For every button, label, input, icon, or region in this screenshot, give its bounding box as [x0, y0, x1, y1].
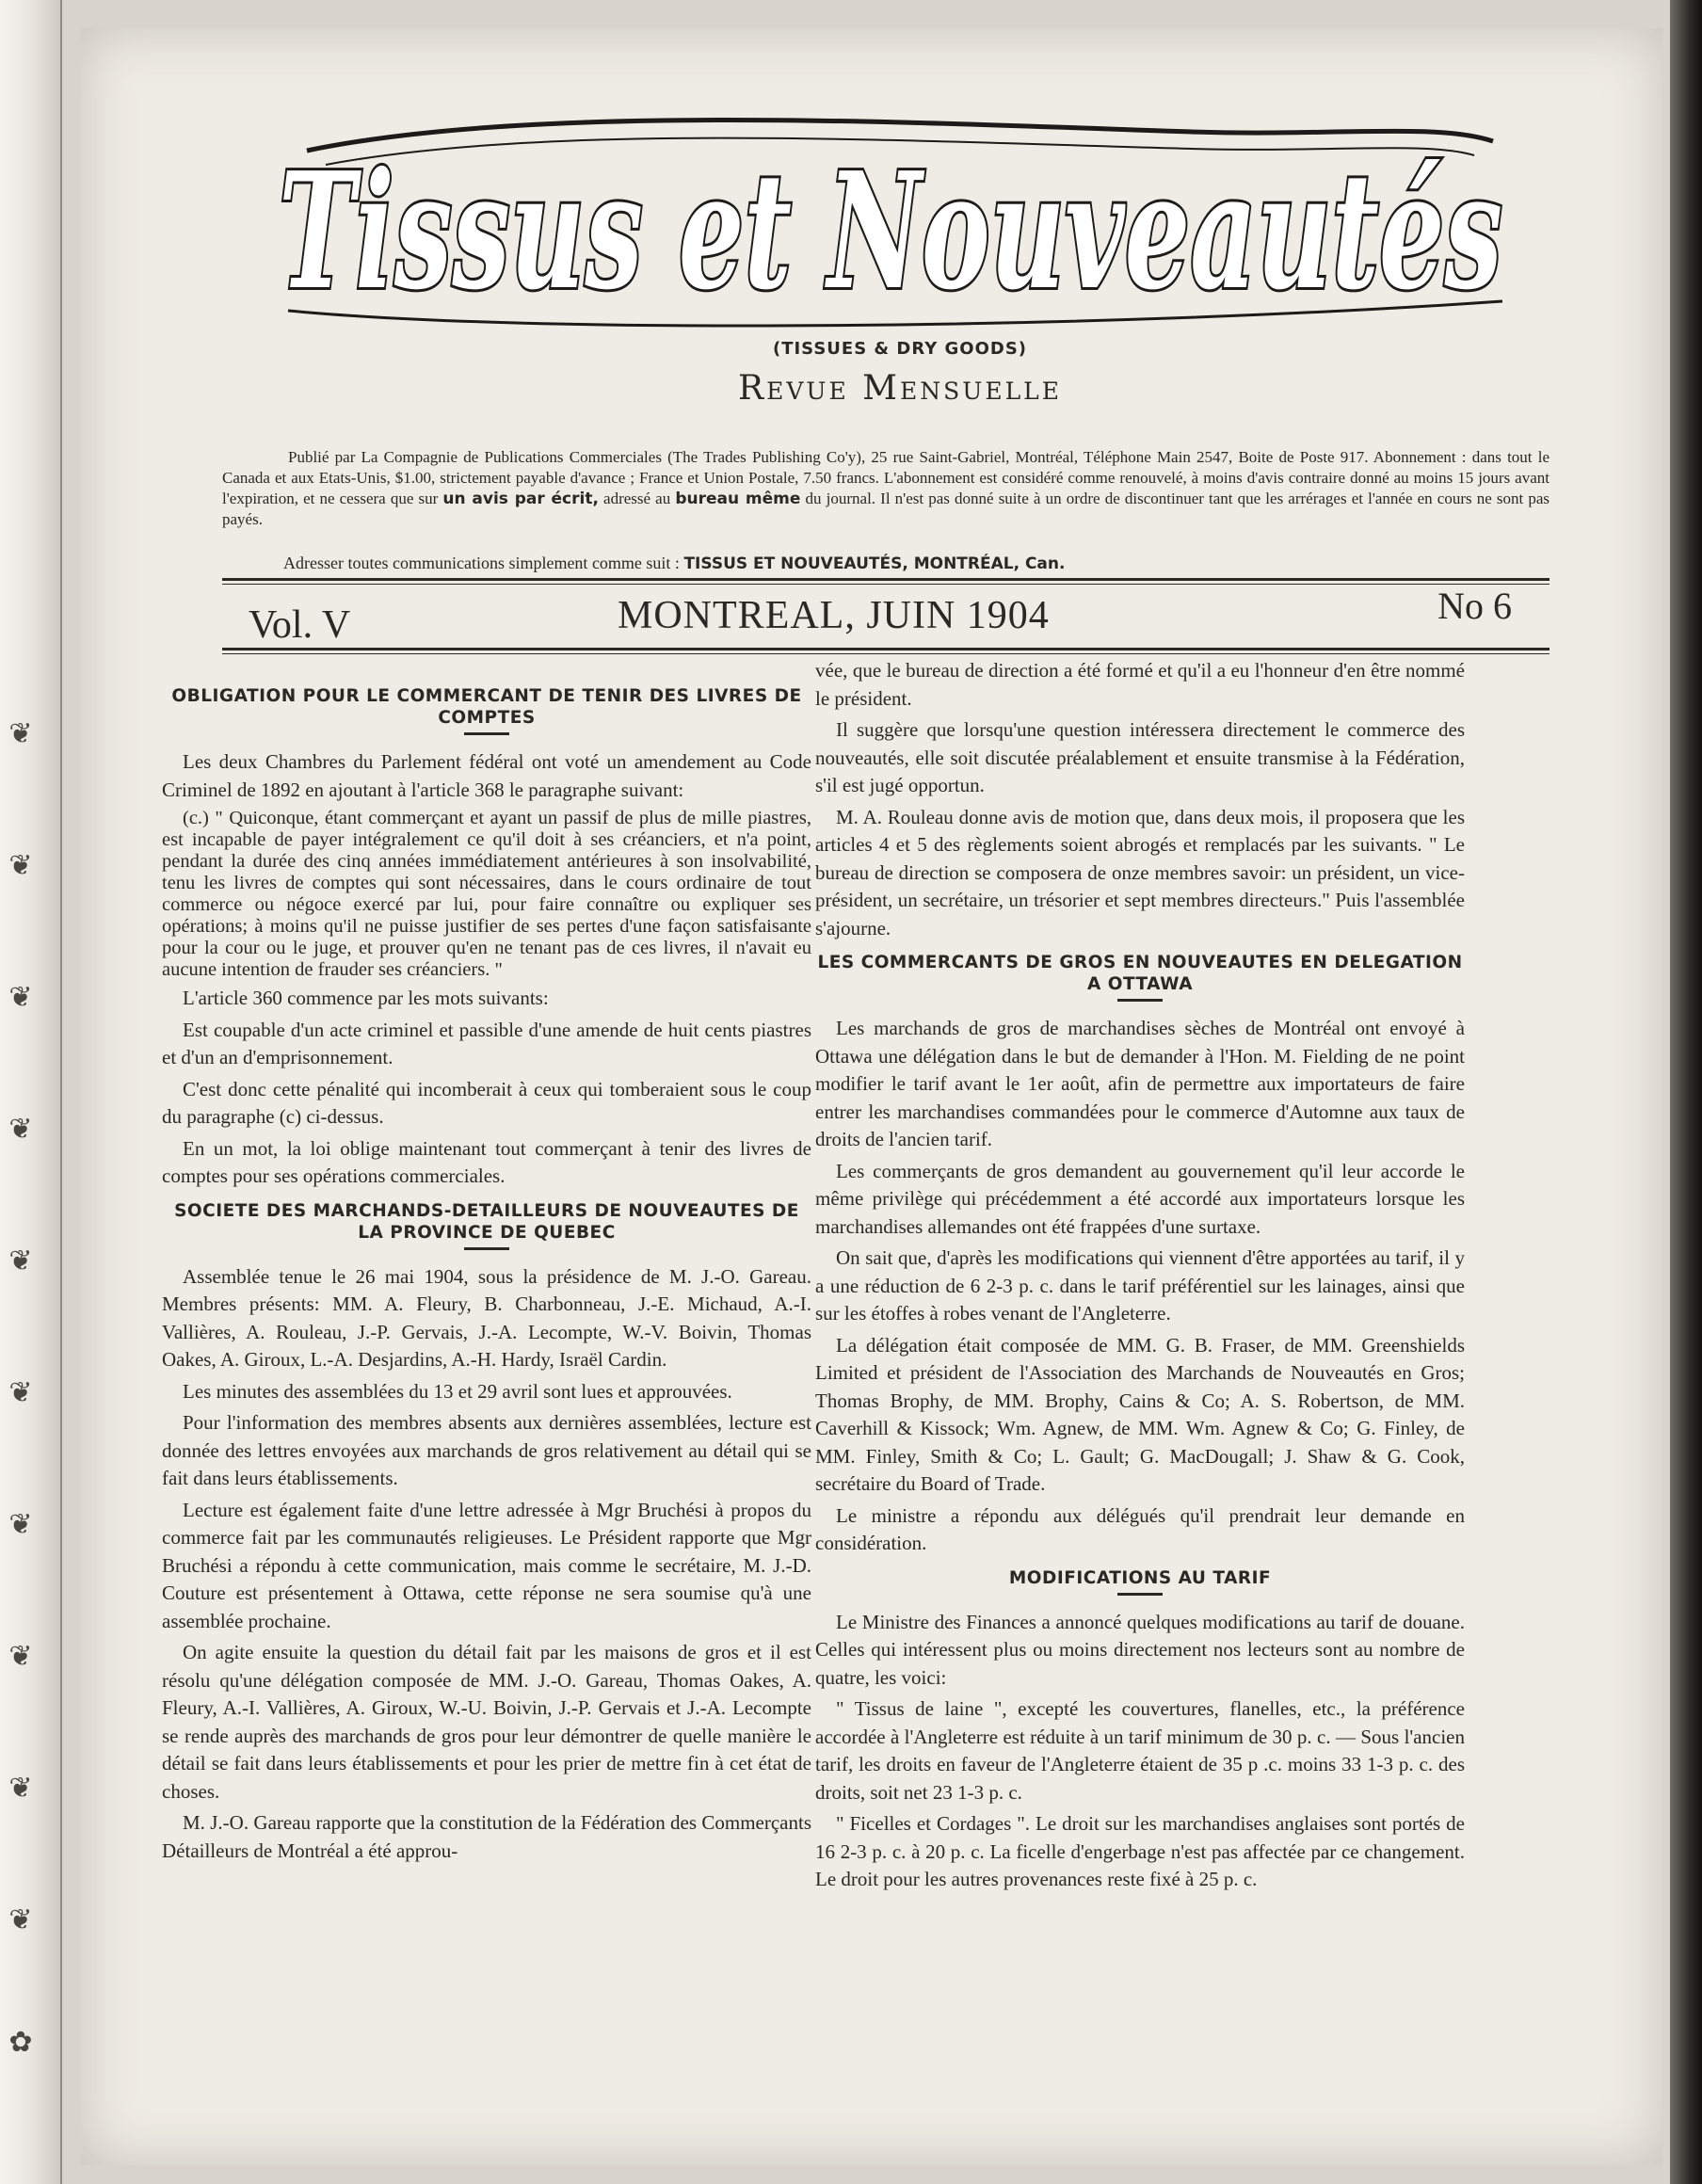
- masthead-title: Tissus et Nouveautés: [279, 137, 1502, 326]
- article-heading: OBLIGATION POUR LE COMMERCANT DE TENIR DES LIVRES DE COMPTES: [171, 686, 802, 728]
- heading-dash: [1117, 999, 1163, 1002]
- article-paragraph: On agite ensuite la question du détail fait par les maisons de gros et il est résolu qu'une délégation composée de MM. J.-O. Gareau, Thomas Oakes, A. Fleury, A.-I. Vallières, A. Giroux, W.-U. Boivin, J.-P. Gervais et J.-A. Lecompte se rende auprès des marchands de gros pour leur démontrer de quelle manière le détail se fait dans leurs établissements et pour les prier de mettre fin à cet état de choses.: [162, 1641, 811, 1803]
- article-quote: (c.) " Quiconque, étant commerçant et ayant un passif de plus de mille piastres, est incapable de payer intégralement ce qu'il doit à ses créanciers, et n'a point, pendant la durée des cinq années immédiatement antérieures à son insolvabilité, tenu les livres de comptes qui sont nécessaires, dans le cours ordinaire de tout commerce ou négoce exercé par lui, pour faire connaître ou expliquer ses opérations; à moins qu'il ne puisse justifier de ses pertes d'une façon satisfaisante pour la cour ou le juge, et prouver qu'en ne tenant pas de ces livres, il n'avait eu aucune intention de frauder ses créanciers. ": [162, 808, 811, 980]
- article-paragraph: vée, que le bureau de direction a été formé et qu'il a eu l'honneur d'en être nommé le président.: [815, 659, 1465, 710]
- binding-strip: [0, 0, 62, 2184]
- issue-number: No 6: [1437, 585, 1512, 627]
- binding-ornament-icon: ❦: [8, 1113, 33, 1146]
- page-edge: [1670, 0, 1702, 2184]
- binding-ornament-icon: ❦: [8, 717, 33, 750]
- imprint-emphasis: un avis par écrit,: [442, 490, 599, 508]
- article-paragraph: M. A. Rouleau donne avis de motion que, dans deux mois, il proposera que les articles 4 et 5 des règlements soient abrogés et remplacés par les suivants. " Le bureau de direction se composera de onze membres savoir: un président, un vice-président, un secrétaire, un trésorier et sept membres directeurs." Puis l'assemblée s'ajourne.: [815, 805, 1465, 939]
- binding-ornament-icon: ❦: [8, 1903, 33, 1936]
- article-heading: SOCIETE DES MARCHANDS-DETAILLEURS DE NOUVEAUTES DE LA PROVINCE DE QUEBEC: [174, 1200, 799, 1243]
- article-paragraph: M. J.-O. Gareau rapporte que la constitution de la Fédération des Commerçants Détailleurs de Montréal a été approu-: [162, 1811, 811, 1862]
- right-column: [815, 657, 1465, 1898]
- binding-ornament-icon: ❦: [8, 1772, 33, 1805]
- binding-ornament-icon: ❦: [8, 1508, 33, 1541]
- imprint-notice: [222, 447, 1549, 530]
- heading-dash: [464, 1247, 509, 1250]
- article-paragraph: Le ministre a répondu aux délégués qu'il prendrait leur demande en considération.: [815, 1503, 1465, 1554]
- article-paragraph: En un mot, la loi oblige maintenant tout commerçant à tenir des livres de comptes pour ses opérations commerciales.: [162, 1136, 811, 1187]
- address-name: TISSUS ET NOUVEAUTÉS, MONTRÉAL, Can.: [683, 554, 1066, 573]
- article-paragraph: Le Ministre des Finances a annoncé quelques modifications au tarif de douane. Celles qui intéressent plus ou moins directement nos lecteurs sont au nombre de quatre, les voici:: [815, 1610, 1465, 1689]
- article-paragraph: Pour l'information des membres absents aux dernières assemblées, lecture est donnée des lettres envoyées aux marchands de gros relativement au détail qui se fait dans leurs établissements.: [162, 1411, 811, 1489]
- imprint-text: adressé au: [603, 490, 671, 507]
- article-heading: MODIFICATIONS AU TARIF: [1008, 1567, 1272, 1588]
- binding-ornament-icon: ❦: [8, 981, 33, 1014]
- article-paragraph: Les marchands de gros de marchandises sèches de Montréal ont envoyé à Ottawa une délégation dans le but de demander à l'Hon. M. Fielding de ne point modifier le tarif avant le 1er août, afin de permettre aux importateurs de faire entrer les marchandises commandées pour le commerce d'Automne aux taux de droits de l'ancien tarif.: [815, 1017, 1465, 1150]
- divider-rule: [222, 578, 1549, 581]
- article-paragraph: On sait que, d'après les modifications qui viennent d'être apportées au tarif, il y a une réduction de 6 2-3 p. c. dans le tarif préférentiel sur les lainages, ainsi que sur les étoffes à robes venant de l'Angleterre.: [815, 1246, 1465, 1325]
- article-paragraph: Assemblée tenue le 26 mai 1904, sous la présidence de M. J.-O. Gareau. Membres présents: MM. A. Fleury, B. Charbonneau, J.-E. Michaud, A.-I. Vallières, A. Rouleau, J.-P. Gervais, J.-A. Lecompte, W.-V. Boivin, Thomas Oakes, A. Giroux, L.-A. Desjardins, A.-H. Hardy, Israël Cardin.: [162, 1264, 811, 1371]
- article-paragraph: " Ficelles et Cordages ". Le droit sur les marchandises anglaises sont portés de 16 2-3 p. c. à 20 p. c. La ficelle d'engerbage n'est pas affectée par ce changement. Le droit pour les autres provenances reste fixé à 25 p. c.: [815, 1812, 1465, 1890]
- masthead-logo: [250, 113, 1531, 339]
- volume-number: Vol. V: [249, 603, 351, 647]
- divider-rule: [222, 653, 1549, 654]
- issue-bar: [222, 584, 1549, 650]
- article-paragraph: Les deux Chambres du Parlement fédéral ont voté un amendement au Code Criminel de 1892 en ajoutant à l'article 368 le paragraphe suivant:: [162, 750, 811, 801]
- article-heading: LES COMMERCANTS DE GROS EN NOUVEAUTES EN DELEGATION A OTTAWA: [817, 953, 1463, 994]
- heading-dash: [464, 732, 509, 735]
- article-paragraph: Les minutes des assemblées du 13 et 29 avril sont lues et approuvées.: [183, 1379, 732, 1403]
- binding-ornament-icon: ❦: [8, 1376, 33, 1409]
- dateline: MONTREAL, JUIN 1904: [618, 594, 1050, 637]
- article-paragraph: Il suggère que lorsqu'une question intéressera directement le commerce des nouveautés, elle soit discutée préalablement et ensuite transmise à la Fédération, s'il est jugé opportun.: [815, 718, 1465, 796]
- binding-ornament-icon: ❦: [8, 1640, 33, 1673]
- heading-dash: [1117, 1593, 1163, 1596]
- article-paragraph: C'est donc cette pénalité qui incomberait à ceux qui tomberaient sous le coup du paragraphe (c) ci-dessus.: [162, 1077, 811, 1128]
- article-paragraph: Les commerçants de gros demandent au gouvernement qu'il leur accorde le même privilège qui précédemment a été accordé aux importateurs lorsque les marchandises allemandes ont été frappées d'une surtaxe.: [815, 1159, 1465, 1238]
- imprint-text: Publié par La Compagnie de Publications Commerciales (The Trades Publishing Co'y), 25 rue Saint-Gabriel, Montréal, Téléphone Main 2547, Boite de Poste 917. Abonnement : dans tout le Canada et aux Etats-Unis, $1.00, strictement payable d'avance ; France et Union Postale, 7.50 francs. L'abonnement est considéré comme renouvelé, à moins d'avis contraire donné au moins 15 jours avant l'expiration, et ne cessera que sur: [222, 448, 1549, 507]
- article-paragraph: " Tissus de laine ", excepté les couvertures, flanelles, etc., la préférence accordée à l'Angleterre est réduite à un tarif minimum de 30 p. c. — Sous l'ancien tarif, les droits en faveur de l'Angleterre étaient de 35 p .c. moins 33 1-3 p. c. des droits, soit net 23 1-3 p. c.: [815, 1697, 1465, 1804]
- article-paragraph: Lecture est également faite d'une lettre adressée à Mgr Bruchési à propos du commerce fait par les communautés religieuses. Le Président rapporte que Mgr Bruchési a répondu à cette communication, mais comme le secrétaire, M. J.-D. Couture est présentement à Ottawa, cette réponse ne sera soumise qu'à une assemblée prochaine.: [162, 1498, 811, 1632]
- binding-ornament-icon: ✿: [8, 2026, 33, 2059]
- article-paragraph: L'article 360 commence par les mots suivants:: [183, 987, 549, 1009]
- address-line: [283, 554, 1554, 573]
- newspaper-page: [81, 28, 1662, 2165]
- binding-ornament-icon: ❦: [8, 849, 33, 882]
- divider-rule: [222, 648, 1549, 650]
- imprint-emphasis: bureau même: [675, 490, 801, 508]
- masthead-subtitle: Revue Mensuelle: [737, 369, 1063, 408]
- masthead-subtitle-english: (TISSUES & DRY GOODS): [772, 339, 1028, 359]
- imprint-text: du journal. Il n'est pas donné suite à un ordre de discontinuer tant que les arrérages et l'année en cours ne sont pas payés.: [222, 490, 1550, 528]
- left-column: [162, 676, 811, 1869]
- article-paragraph: Est coupable d'un acte criminel et passible d'une amende de huit cents piastres et d'un an d'emprisonnement.: [162, 1018, 811, 1068]
- address-prefix: Adresser toutes communications simplement comme suit :: [283, 554, 680, 572]
- article-paragraph: La délégation était composée de MM. G. B. Fraser, de MM. Greenshields Limited et président de l'Association des Marchands de Nouveautés en Gros; Thomas Brophy, de MM. Brophy, Cains & Co; A. S. Robertson, de MM. Caverhill & Kissock; Wm. Agnew, de MM. Wm. Agnew & Co; G. Finley, de MM. Finley, Smith & Co; L. Gault; G. MacDougall; J. Shaw & G. Cook, secrétaire du Board of Trade.: [815, 1333, 1465, 1495]
- binding-ornament-icon: ❦: [8, 1245, 33, 1277]
